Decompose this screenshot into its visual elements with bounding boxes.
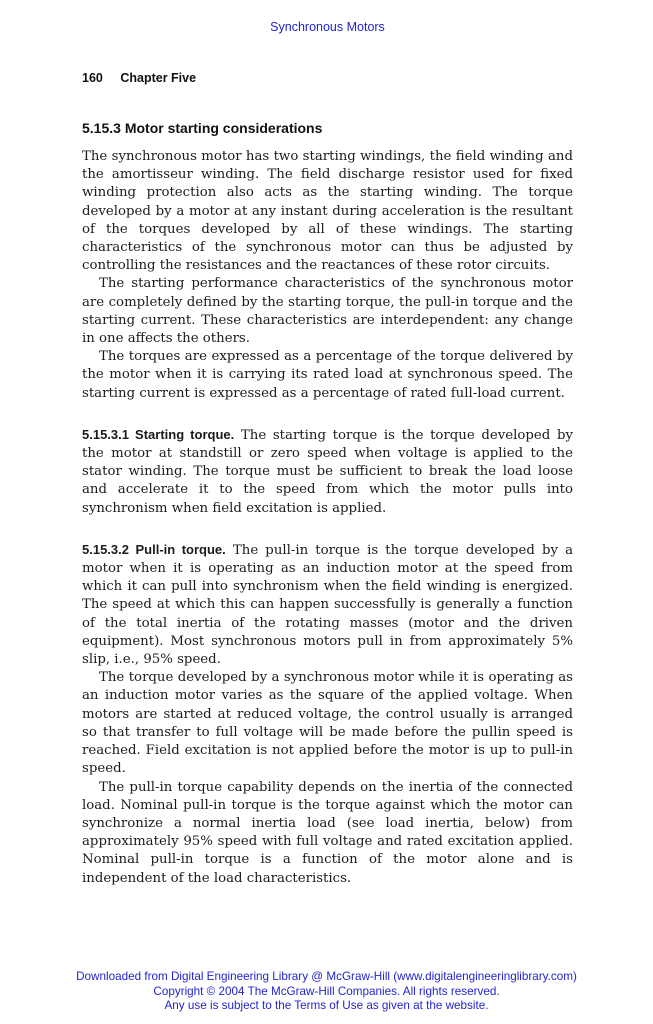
page-header <box>82 71 573 85</box>
subsection-starting-torque-text: The starting torque is the torque developed by the motor at standstill or zero speed when voltage is applied to the stator winding. The torque must be sufficient to break the load loose and accelerate it to the speed from which the motor pulls into synchronism when field excitation is applied. <box>82 427 573 516</box>
subsection-pull-in-torque-text: The pull-in torque is the torque developed by a motor when it is operating as an induction motor at the speed from which it can pull into synchronism when the field winding is energized. The speed at which this can happen successfully is generally a function of the total inertia of the rotating masses (motor and the driven equipment). Most synchronous motors pull in from approximately 5% slip, i.e., 95% speed. <box>82 542 574 668</box>
subsection-pull-in-torque-heading: 5.15.3.2 Pull-in torque. <box>82 541 226 557</box>
chapter-title: Chapter Five <box>120 71 197 85</box>
footer-line-terms: Any use is subject to the Terms of Use as given at the website. <box>164 998 489 1012</box>
subsection-starting-torque-heading: 5.15.3.1 Starting torque. <box>82 426 235 442</box>
page-number: 160 <box>82 71 103 85</box>
paragraph-pull-in-capability: The pull-in torque capability depends on the inertia of the connected load. Nominal pull-in torque is the torque against which the motor can synchronize a normal inertia load (see load inertia, below) from approximately 95% speed with full voltage and rated excitation applied. Nominal pull-in torque is a function of the motor alone and is independent of the load characteristics. <box>82 779 573 886</box>
subsection-pull-in-torque <box>82 541 573 669</box>
footer-line-copyright: Copyright © 2004 The McGraw-Hill Companies. All rights reserved. <box>153 984 500 998</box>
section-heading: 5.15.3 Motor starting considerations <box>82 120 323 136</box>
paragraph-intro: The synchronous motor has two starting windings, the field winding and the amortisseur winding. The field discharge resistor used for fixed winding protection also acts as the starting winding. The torque developed by a motor at any instant during acceleration is the resultant of the torques developed by all of these windings. The starting characteristics of the synchronous motor can thus be adjusted by controlling the resistances and the reactances of these rotor circuits. <box>82 149 573 274</box>
paragraph-torques-percentage: The torques are expressed as a percentage of the torque delivered by the motor when it is carrying its rated load at synchronous speed. The starting current is expressed as a percentage of rated full-load current. <box>82 349 573 401</box>
footer-line-download: Downloaded from Digital Engineering Library @ McGraw-Hill (www.digitalengineeringlibrary.com) <box>76 970 577 984</box>
running-header: Synchronous Motors <box>270 20 385 34</box>
paragraph-induction-voltage: The torque developed by a synchronous motor while it is operating as an induction motor varies as the square of the applied voltage. When motors are started at reduced voltage, the control usually is arranged so that transfer to full voltage will be made before the pullin speed is reached. Field excitation is not applied before the motor is up to pull-in speed. <box>82 670 573 777</box>
footer <box>0 970 653 1013</box>
subsection-starting-torque <box>82 426 573 518</box>
paragraph-starting-performance: The starting performance characteristics of the synchronous motor are completely defined by the starting torque, the pull-in torque and the starting current. These characteristics are interdependent: any change in one affects the others. <box>82 276 573 347</box>
